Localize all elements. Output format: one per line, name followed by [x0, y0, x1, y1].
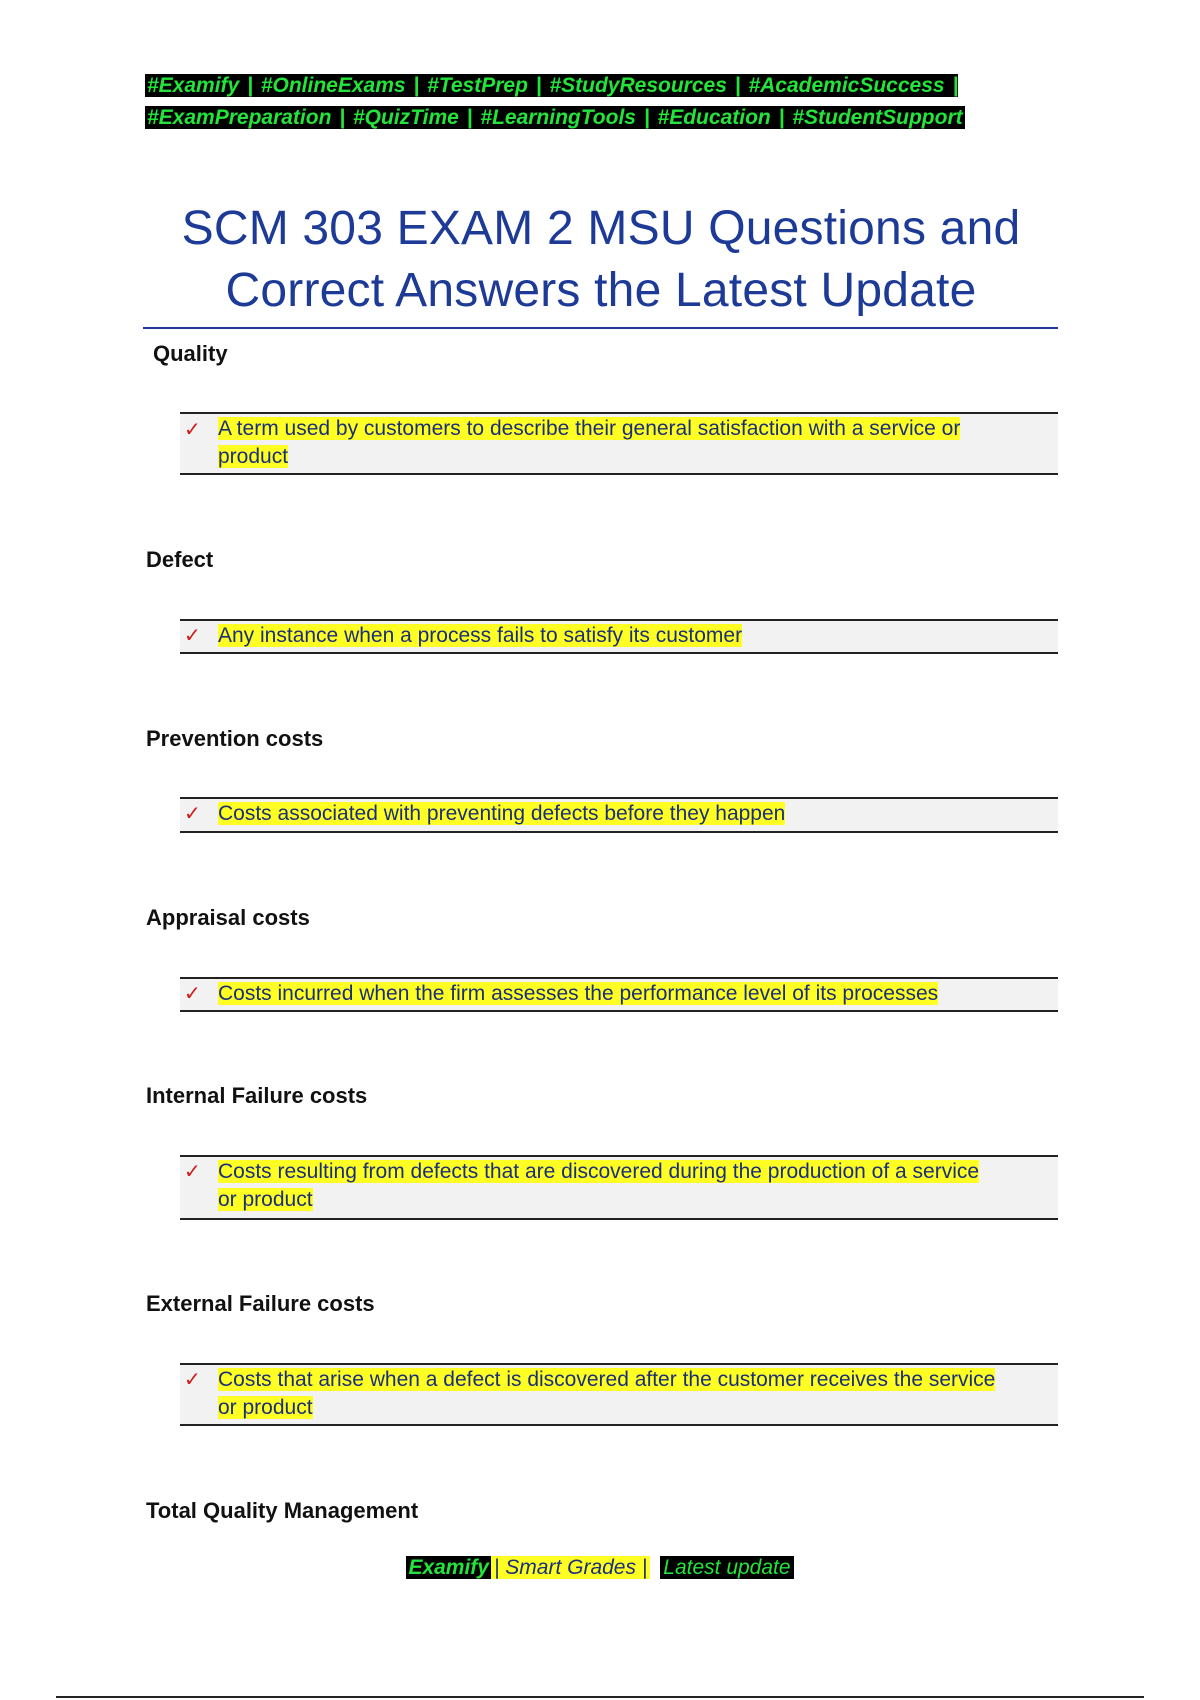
hashtag: #Examify [147, 74, 240, 97]
hashtag-separator: | [333, 106, 351, 129]
hashtag: #TestPrep [427, 74, 528, 97]
term-heading: Total Quality Management [146, 1498, 419, 1523]
footer-tagline: | Smart Grades | [491, 1556, 650, 1579]
page-title [145, 198, 1057, 322]
hashtag-line-1 [145, 70, 1065, 102]
check-icon: ✓ [184, 803, 201, 825]
check-icon: ✓ [184, 625, 201, 647]
check-icon: ✓ [184, 419, 201, 441]
answer-box [180, 977, 1058, 1012]
title-divider [143, 327, 1058, 329]
answer-text: Costs incurred when the firm assesses the performance level of its processes [218, 982, 939, 1005]
page-bottom-divider [56, 1696, 1144, 1698]
hashtag-separator: | [638, 106, 656, 129]
hashtag: #AcademicSuccess [748, 74, 945, 97]
term-heading: Quality [153, 341, 228, 366]
answer-box [180, 1155, 1058, 1220]
answer-box [180, 619, 1058, 654]
answer-box [180, 1363, 1058, 1426]
answer-text: Costs resulting from defects that are discovered during the production of a service or product [218, 1160, 980, 1211]
hashtag-line-2 [145, 102, 1065, 134]
answer-box [180, 797, 1058, 833]
hashtag: #StudyResources [549, 74, 727, 97]
title-line-1: SCM 303 EXAM 2 MSU Questions and [181, 202, 1021, 255]
footer-latest-update: Latest update [660, 1556, 793, 1579]
hashtag: #QuizTime [353, 106, 459, 129]
hashtag-banner [145, 70, 1065, 134]
hashtag: #Education [657, 106, 771, 129]
hashtag-separator: | [947, 74, 959, 97]
answer-box [180, 412, 1058, 475]
hashtag: #OnlineExams [260, 74, 406, 97]
term-heading: External Failure costs [146, 1291, 375, 1316]
footer-banner [0, 1554, 1200, 1582]
hashtag-separator: | [729, 74, 747, 97]
answer-text: A term used by customers to describe their general satisfaction with a service or product [218, 417, 961, 468]
hashtag: #StudentSupport [792, 106, 963, 129]
hashtag-separator: | [241, 74, 259, 97]
term-heading: Appraisal costs [146, 905, 310, 930]
hashtag-separator: | [461, 106, 479, 129]
hashtag-separator: | [530, 74, 548, 97]
hashtag: #LearningTools [480, 106, 636, 129]
answer-text: Costs associated with preventing defects before they happen [218, 802, 786, 825]
hashtag-separator: | [408, 74, 426, 97]
check-icon: ✓ [184, 1369, 201, 1391]
answer-text: Any instance when a process fails to satisfy its customer [218, 624, 743, 647]
term-heading: Prevention costs [146, 726, 324, 751]
hashtag-separator: | [773, 106, 791, 129]
answer-text: Costs that arise when a defect is discovered after the customer receives the service or product [218, 1368, 996, 1419]
title-line-2: Correct Answers the Latest Update [225, 264, 977, 317]
term-heading: Defect [146, 547, 214, 572]
footer-brand: Examify [408, 1556, 489, 1579]
hashtag: #ExamPreparation [147, 106, 332, 129]
check-icon: ✓ [184, 1161, 201, 1183]
check-icon: ✓ [184, 983, 201, 1005]
term-heading: Internal Failure costs [146, 1083, 368, 1108]
